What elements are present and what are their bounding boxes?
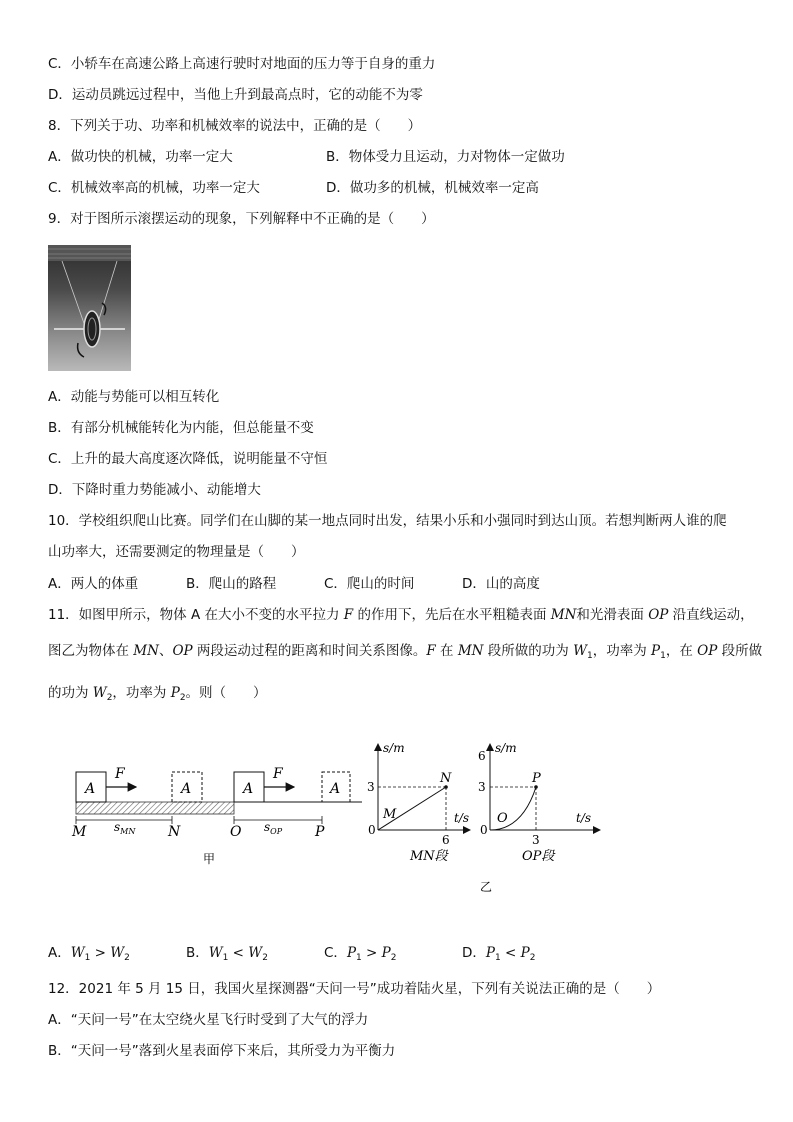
force-f-label: F [115, 766, 125, 782]
point-m-graph-label: M [383, 807, 397, 822]
q11-stem-line1: 11．如图甲所示，物体 A 在大小不变的水平拉力 F 的作用下，先后在水平粗糙表面 MN和光滑表面 OP 沿直线运动， [48, 607, 754, 623]
axis-t-label: t/s [576, 811, 592, 825]
q11-figures [70, 730, 630, 904]
rolling-pendulum-photo [48, 245, 131, 371]
q9-option-a: A．动能与势能可以相互转化 [48, 389, 220, 405]
q8-option-a: A．做功快的机械，功率一定大 [48, 149, 233, 165]
q10-option-d: D．山的高度 [462, 576, 540, 592]
tick-three: 3 [367, 780, 375, 794]
figure-jia-caption: 甲 [203, 852, 216, 866]
tick-six: 6 [442, 833, 450, 847]
q11-stem-line3: 的功为 $W_2$，功率为 $P_2$。则（ ） [48, 685, 267, 703]
force-f-label: F [273, 766, 283, 782]
distance-sop-label: $s_{OP}$ [264, 820, 283, 836]
block-a-label: A [330, 781, 341, 797]
graph-op-segment [478, 741, 600, 864]
q11-option-b: B．$W_1 < W_2$ [186, 945, 268, 963]
point-n-graph-label: N [440, 771, 452, 786]
point-m-label: M [72, 824, 87, 840]
q8-option-d: D．做功多的机械，机械效率一定高 [326, 180, 539, 196]
point-p-graph-label: P [532, 771, 541, 786]
tick-three: 3 [478, 780, 486, 794]
q9-option-c: C．上升的最大高度逐次降低，说明能量不守恒 [48, 451, 328, 467]
graph-mn-segment [367, 741, 470, 864]
figure-jia [71, 766, 362, 866]
q10-stem-line2: 山功率大，还需要测定的物理量是（ ） [48, 544, 305, 560]
origin-zero: 0 [480, 823, 488, 837]
q11-stem-line2: 图乙为物体在 MN、OP 两段运动过程的距离和时间关系图像。F 在 MN 段所做的功为 $W_1$，功率为 $P_1$，在 OP 段所做 [48, 643, 763, 661]
q10-option-a: A．两人的体重 [48, 576, 139, 592]
q10-option-c: C．爬山的时间 [324, 576, 415, 592]
block-a-label: A [243, 781, 254, 797]
tick-three: 3 [532, 833, 540, 847]
distance-smn-label: $s_{MN}$ [114, 820, 136, 836]
q12-stem: 12．2021 年 5 月 15 日，我国火星探测器“天问一号”成功着陆火星，下列有关说法正确的是（ ） [48, 981, 661, 997]
point-n-label: N [168, 824, 181, 840]
mn-segment-caption: MN段 [410, 849, 448, 864]
axis-s-label: s/m [495, 741, 517, 755]
q9-option-d: D．下降时重力势能减小、动能增大 [48, 482, 261, 498]
block-a-label: A [85, 781, 96, 797]
q11-option-d: D．$P_1 < P_2$ [462, 945, 536, 963]
q8-stem: 8．下列关于功、功率和机械效率的说法中，正确的是（ ） [48, 118, 422, 134]
point-o-graph-label: O [497, 811, 508, 826]
q8-option-b: B．物体受力且运动，力对物体一定做功 [326, 149, 565, 165]
op-segment-caption: OP段 [522, 849, 555, 864]
q9-stem: 9．对于图所示滚摆运动的现象，下列解释中不正确的是（ ） [48, 211, 435, 227]
q12-option-a: A．“天问一号”在太空绕火星飞行时受到了大气的浮力 [48, 1012, 369, 1028]
axis-s-label: s/m [383, 741, 405, 755]
q9-option-b: B．有部分机械能转化为内能，但总能量不变 [48, 420, 314, 436]
point-p-label: P [315, 824, 325, 840]
q8-option-c: C．机械效率高的机械，功率一定大 [48, 180, 260, 196]
point-o-label: O [230, 824, 242, 840]
q11-option-c: C．$P_1 > P_2$ [324, 945, 397, 963]
axis-t-label: t/s [454, 811, 470, 825]
q12-option-b: B．“天问一号”落到火星表面停下来后，其所受力为平衡力 [48, 1043, 396, 1059]
q10-option-b: B．爬山的路程 [186, 576, 277, 592]
q11-option-a: A．$W_1 > W_2$ [48, 945, 130, 963]
q10-stem-line1: 10．学校组织爬山比赛。同学们在山脚的某一地点同时出发，结果小乐和小强同时到达山顶。若想判断两人谁的爬 [48, 513, 727, 529]
q7-option-c: C．小轿车在高速公路上高速行驶时对地面的压力等于自身的重力 [48, 56, 436, 72]
q7-option-d: D．运动员跳远过程中，当他上升到最高点时，它的动能不为零 [48, 87, 423, 103]
block-a-label: A [181, 781, 192, 797]
figure-yi-caption: 乙 [480, 880, 493, 894]
origin-zero: 0 [368, 823, 376, 837]
tick-six: 6 [478, 749, 486, 763]
